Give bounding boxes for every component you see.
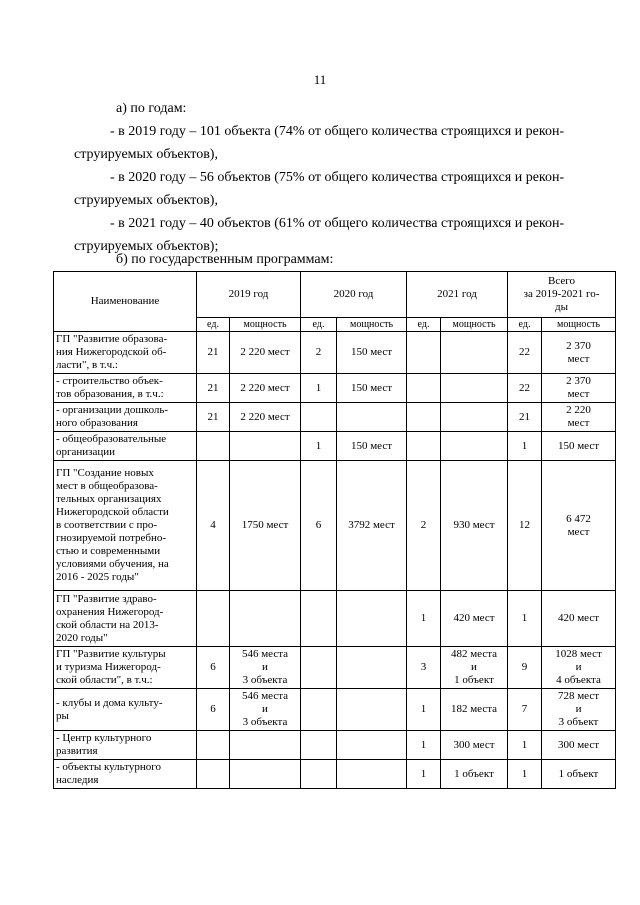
subheader-capacity: мощность bbox=[230, 318, 301, 332]
units-cell: 22 bbox=[508, 332, 542, 374]
header-2019: 2019 год bbox=[197, 272, 301, 318]
row-name-cell: ГП "Создание новых мест в общеобразова- тельных организациях Нижегородской области в соответствии с про- гнозируемой потребно- стью и современными условиями обучения, на 2016 - 2025 годы" bbox=[54, 461, 197, 591]
units-cell: 1 bbox=[407, 591, 441, 647]
row-name-cell: - общеобразовательные организации bbox=[54, 432, 197, 461]
units-cell: 21 bbox=[197, 374, 230, 403]
table-row bbox=[54, 432, 616, 461]
header-2021: 2021 год bbox=[407, 272, 508, 318]
units-cell: 1 bbox=[407, 689, 441, 731]
subheader-units: ед. bbox=[197, 318, 230, 332]
table-row bbox=[54, 731, 616, 760]
units-cell: 6 bbox=[197, 647, 230, 689]
units-cell bbox=[197, 760, 230, 789]
units-cell bbox=[301, 403, 337, 432]
row-name-cell: - клубы и дома культу- ры bbox=[54, 689, 197, 731]
list-item-2019 bbox=[74, 120, 598, 166]
capacity-cell bbox=[337, 689, 407, 731]
units-cell bbox=[301, 731, 337, 760]
units-cell: 1 bbox=[407, 760, 441, 789]
capacity-cell: 300 мест bbox=[441, 731, 508, 760]
units-cell bbox=[407, 374, 441, 403]
capacity-cell bbox=[337, 591, 407, 647]
capacity-cell bbox=[337, 647, 407, 689]
units-cell: 1 bbox=[508, 591, 542, 647]
row-name-cell: - Центр культурного развития bbox=[54, 731, 197, 760]
intro-line bbox=[74, 97, 598, 120]
table-row bbox=[54, 689, 616, 731]
capacity-cell: 150 мест bbox=[337, 374, 407, 403]
row-name-cell: - объекты культурного наследия bbox=[54, 760, 197, 789]
units-cell: 9 bbox=[508, 647, 542, 689]
capacity-cell: 930 мест bbox=[441, 461, 508, 591]
header-name: Наименование bbox=[54, 272, 197, 332]
units-cell: 2 bbox=[301, 332, 337, 374]
units-cell: 21 bbox=[197, 403, 230, 432]
units-cell: 1 bbox=[407, 731, 441, 760]
subheader-capacity: мощность bbox=[542, 318, 616, 332]
table-row bbox=[54, 403, 616, 432]
units-cell bbox=[301, 591, 337, 647]
capacity-cell: 2 220 мест bbox=[230, 332, 301, 374]
capacity-cell: 182 места bbox=[441, 689, 508, 731]
capacity-cell bbox=[337, 760, 407, 789]
units-cell: 4 bbox=[197, 461, 230, 591]
header-total: Всего за 2019-2021 го- ды bbox=[508, 272, 616, 318]
units-cell: 21 bbox=[197, 332, 230, 374]
row-name-cell: ГП "Развитие культуры и туризма Нижегород- ской области", в т.ч.: bbox=[54, 647, 197, 689]
units-cell: 12 bbox=[508, 461, 542, 591]
capacity-cell bbox=[230, 591, 301, 647]
capacity-cell bbox=[441, 374, 508, 403]
list-item-text: - в 2020 году – 56 объектов (75% от общего количества строящихся и рекон- bbox=[110, 170, 565, 185]
list-item-text: - в 2019 году – 101 объекта (74% от общего количества строящихся и рекон- bbox=[110, 124, 565, 139]
table-row bbox=[54, 647, 616, 689]
units-cell: 1 bbox=[301, 374, 337, 403]
capacity-cell: 150 мест bbox=[542, 432, 616, 461]
list-item-text-cont: струируемых объектов), bbox=[74, 147, 218, 162]
units-cell: 1 bbox=[508, 760, 542, 789]
table-row bbox=[54, 332, 616, 374]
list-item-text-cont: струируемых объектов), bbox=[74, 193, 218, 208]
units-cell: 1 bbox=[508, 432, 542, 461]
units-cell bbox=[301, 647, 337, 689]
units-cell: 2 bbox=[407, 461, 441, 591]
capacity-cell: 3792 мест bbox=[337, 461, 407, 591]
row-name-cell: ГП "Развитие здраво- охранения Нижегород- ской области на 2013- 2020 годы" bbox=[54, 591, 197, 647]
sub-heading: б) по государственным программам: bbox=[116, 252, 334, 267]
capacity-cell bbox=[230, 731, 301, 760]
row-name-cell: - организации дошколь- ного образования bbox=[54, 403, 197, 432]
row-name-cell: - строительство объек- тов образования, в т.ч.: bbox=[54, 374, 197, 403]
units-cell bbox=[301, 689, 337, 731]
capacity-cell: 300 мест bbox=[542, 731, 616, 760]
programs-table bbox=[53, 271, 616, 789]
units-cell: 1 bbox=[301, 432, 337, 461]
table-row bbox=[54, 374, 616, 403]
sub-heading-line bbox=[74, 248, 598, 271]
subheader-units: ед. bbox=[301, 318, 337, 332]
capacity-cell: 2 220 мест bbox=[230, 403, 301, 432]
table-row bbox=[54, 461, 616, 591]
capacity-cell: 6 472 мест bbox=[542, 461, 616, 591]
units-cell bbox=[407, 432, 441, 461]
list-item-text-cont: струируемых объектов); bbox=[74, 239, 219, 254]
table-row bbox=[54, 591, 616, 647]
subheader-capacity: мощность bbox=[441, 318, 508, 332]
row-name-cell: ГП "Развитие образова- ния Нижегородской об- ласти", в т.ч.: bbox=[54, 332, 197, 374]
capacity-cell: 1028 мест и 4 объекта bbox=[542, 647, 616, 689]
capacity-cell bbox=[441, 403, 508, 432]
units-cell: 22 bbox=[508, 374, 542, 403]
capacity-cell: 150 мест bbox=[337, 332, 407, 374]
capacity-cell: 1 объект bbox=[441, 760, 508, 789]
units-cell bbox=[197, 432, 230, 461]
subheader-units: ед. bbox=[508, 318, 542, 332]
capacity-cell bbox=[230, 432, 301, 461]
capacity-cell: 2 220 мест bbox=[542, 403, 616, 432]
units-cell bbox=[197, 731, 230, 760]
capacity-cell bbox=[230, 760, 301, 789]
capacity-cell: 482 места и 1 объект bbox=[441, 647, 508, 689]
table-row bbox=[54, 760, 616, 789]
capacity-cell bbox=[337, 731, 407, 760]
subheader-capacity: мощность bbox=[337, 318, 407, 332]
capacity-cell: 1 объект bbox=[542, 760, 616, 789]
capacity-cell: 2 370 мест bbox=[542, 332, 616, 374]
capacity-cell: 546 места и 3 объекта bbox=[230, 689, 301, 731]
units-cell bbox=[407, 332, 441, 374]
capacity-cell: 2 220 мест bbox=[230, 374, 301, 403]
intro-text: а) по годам: bbox=[116, 101, 187, 116]
units-cell bbox=[301, 760, 337, 789]
capacity-cell: 420 мест bbox=[441, 591, 508, 647]
subheader-units: ед. bbox=[407, 318, 441, 332]
units-cell: 21 bbox=[508, 403, 542, 432]
units-cell: 3 bbox=[407, 647, 441, 689]
units-cell bbox=[197, 591, 230, 647]
list-item-text: - в 2021 году – 40 объектов (61% от общего количества строящихся и рекон- bbox=[110, 216, 565, 231]
capacity-cell: 546 места и 3 объекта bbox=[230, 647, 301, 689]
units-cell: 1 bbox=[508, 731, 542, 760]
capacity-cell bbox=[441, 432, 508, 461]
units-cell: 7 bbox=[508, 689, 542, 731]
capacity-cell: 2 370 мест bbox=[542, 374, 616, 403]
units-cell bbox=[407, 403, 441, 432]
capacity-cell: 1750 мест bbox=[230, 461, 301, 591]
capacity-cell: 150 мест bbox=[337, 432, 407, 461]
units-cell: 6 bbox=[197, 689, 230, 731]
capacity-cell bbox=[337, 403, 407, 432]
capacity-cell bbox=[441, 332, 508, 374]
units-cell: 6 bbox=[301, 461, 337, 591]
list-item-2020 bbox=[74, 166, 598, 212]
capacity-cell: 420 мест bbox=[542, 591, 616, 647]
header-2020: 2020 год bbox=[301, 272, 407, 318]
page-number: 11 bbox=[313, 72, 327, 87]
capacity-cell: 728 мест и 3 объект bbox=[542, 689, 616, 731]
